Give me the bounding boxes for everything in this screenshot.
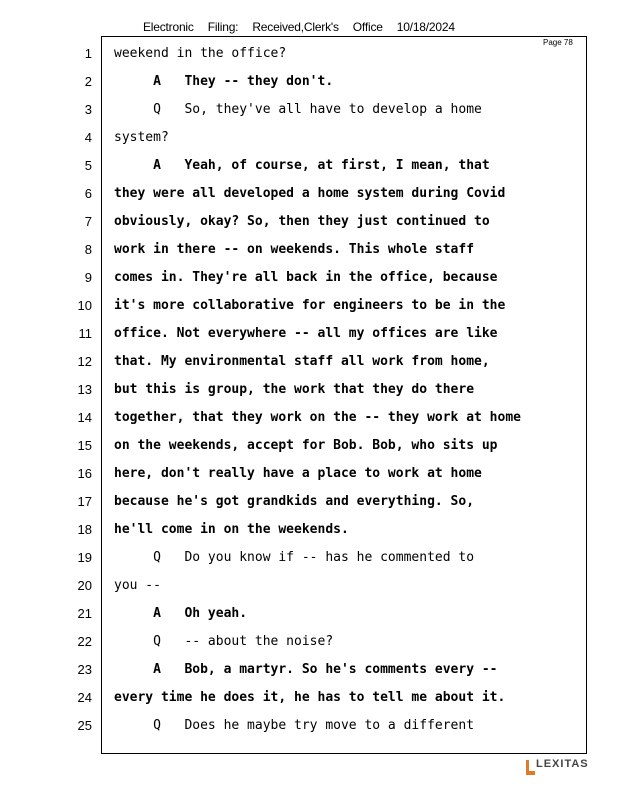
line-text: it's more collaborative for engineers to be in the <box>114 298 506 313</box>
line-text: every time he does it, he has to tell me about it. <box>114 690 506 705</box>
line-number: 23 <box>77 662 92 677</box>
transcript-line <box>0 714 618 742</box>
line-text: system? <box>114 130 169 145</box>
transcript-line <box>0 434 618 462</box>
line-number: 16 <box>77 466 92 481</box>
line-number: 11 <box>78 326 92 341</box>
transcript-line <box>0 238 618 266</box>
line-number: 10 <box>77 298 92 313</box>
header-date: 10/18/2024 <box>396 20 455 34</box>
lexitas-logo <box>524 758 594 778</box>
line-text: together, that they work on the -- they work at home <box>114 410 521 425</box>
line-text: but this is group, the work that they do there <box>114 382 475 397</box>
line-number: 19 <box>77 550 92 565</box>
line-number: 7 <box>84 214 92 229</box>
line-number: 12 <box>77 354 92 369</box>
line-number: 8 <box>84 242 92 257</box>
line-number: 22 <box>77 634 92 649</box>
filing-header <box>143 20 469 34</box>
line-text: A Oh yeah. <box>114 606 248 621</box>
transcript-line <box>0 518 618 546</box>
line-number: 17 <box>77 494 92 509</box>
transcript-line <box>0 294 618 322</box>
lexitas-logo-mark-icon <box>524 758 536 776</box>
header-received: Received,Clerk's <box>252 20 339 34</box>
line-number: 6 <box>84 186 92 201</box>
line-text: comes in. They're all back in the office, because <box>114 270 498 285</box>
transcript-line <box>0 574 618 602</box>
line-number: 25 <box>77 718 92 733</box>
transcript-line <box>0 490 618 518</box>
transcript-line <box>0 154 618 182</box>
transcript-line <box>0 182 618 210</box>
line-text: Q Do you know if -- has he commented to <box>114 550 475 565</box>
page-number: Page 78 <box>543 38 573 47</box>
line-text: he'll come in on the weekends. <box>114 522 349 537</box>
line-text: Q Does he maybe try move to a different <box>114 718 475 733</box>
transcript-line <box>0 462 618 490</box>
transcript-line <box>0 322 618 350</box>
line-text: on the weekends, accept for Bob. Bob, who sits up <box>114 438 498 453</box>
line-number: 9 <box>84 270 92 285</box>
line-text: A They -- they don't. <box>114 74 334 89</box>
line-number: 5 <box>84 158 92 173</box>
transcript-line <box>0 70 618 98</box>
line-number: 1 <box>84 46 92 61</box>
line-number: 2 <box>84 74 92 89</box>
transcript-line <box>0 266 618 294</box>
lexitas-logo-text: LEXITAS <box>536 758 589 770</box>
line-number: 15 <box>77 438 92 453</box>
header-filing: Filing: <box>207 20 239 34</box>
transcript-line <box>0 686 618 714</box>
line-number: 20 <box>77 578 92 593</box>
line-number: 13 <box>77 382 92 397</box>
line-text: weekend in the office? <box>114 46 287 61</box>
transcript-line <box>0 378 618 406</box>
transcript-line <box>0 630 618 658</box>
line-text: you -- <box>114 578 161 593</box>
line-number: 24 <box>77 690 92 705</box>
line-text: A Bob, a martyr. So he's comments every -- <box>114 662 498 677</box>
line-text: because he's got grandkids and everything. So, <box>114 494 475 509</box>
line-text: here, don't really have a place to work at home <box>114 466 482 481</box>
line-number: 3 <box>84 102 92 117</box>
line-text: office. Not everywhere -- all my offices are like <box>114 326 498 341</box>
transcript-line <box>0 126 618 154</box>
line-number: 4 <box>84 130 92 145</box>
transcript-line <box>0 210 618 238</box>
transcript-line <box>0 350 618 378</box>
transcript-line <box>0 406 618 434</box>
line-text: that. My environmental staff all work from home, <box>114 354 490 369</box>
header-office: Office <box>352 20 383 34</box>
line-text: obviously, okay? So, then they just continued to <box>114 214 490 229</box>
transcript-line <box>0 546 618 574</box>
line-text: Q So, they've all have to develop a home <box>114 102 482 117</box>
line-text: Q -- about the noise? <box>114 634 334 649</box>
transcript-line <box>0 98 618 126</box>
header-electronic: Electronic <box>143 20 194 34</box>
line-text: they were all developed a home system during Covid <box>114 186 506 201</box>
line-text: work in there -- on weekends. This whole staff <box>114 242 475 257</box>
line-number: 21 <box>77 606 92 621</box>
transcript-line <box>0 602 618 630</box>
transcript-line <box>0 658 618 686</box>
transcript-line <box>0 42 618 70</box>
line-number: 18 <box>77 522 92 537</box>
line-number: 14 <box>77 410 92 425</box>
line-text: A Yeah, of course, at first, I mean, that <box>114 158 490 173</box>
